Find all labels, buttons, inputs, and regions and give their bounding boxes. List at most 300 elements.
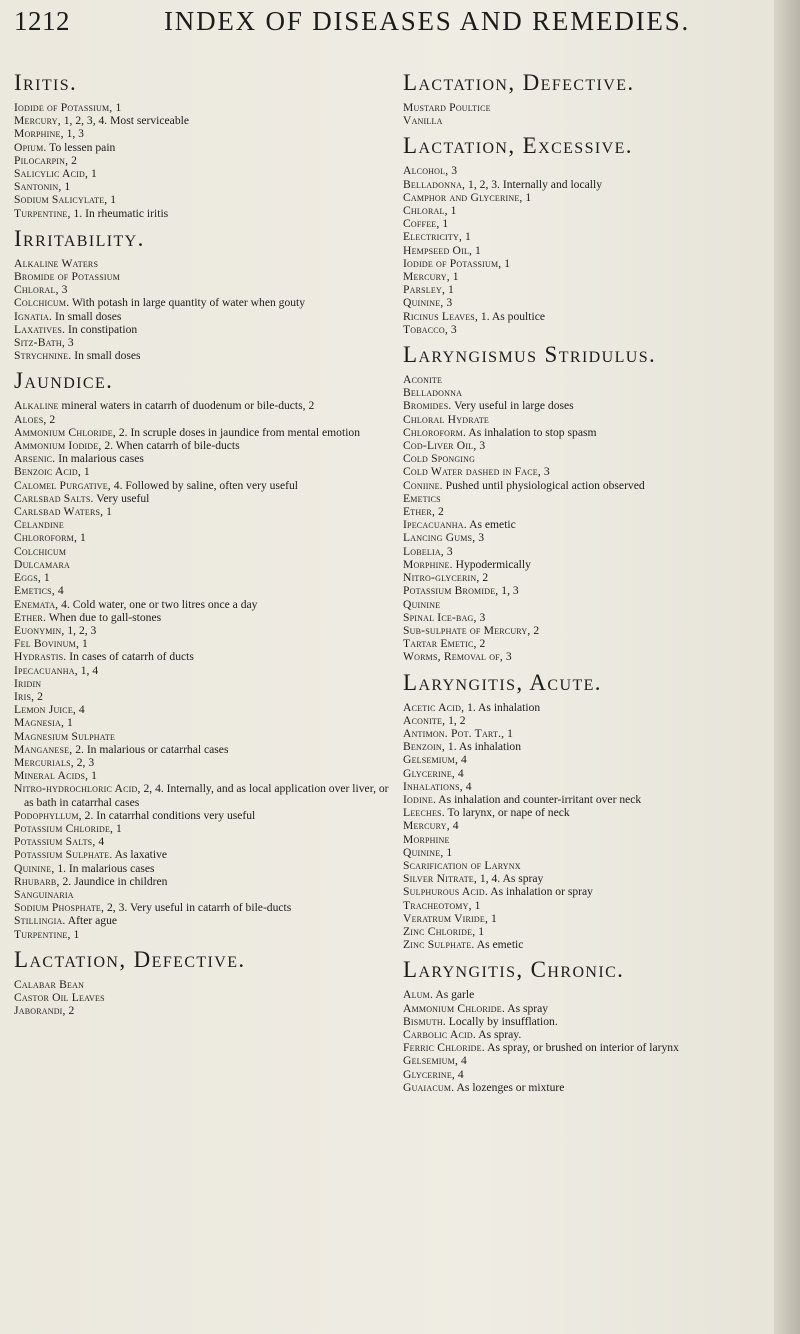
remedy-name: Pilocarpin, <box>14 153 69 167</box>
remedy-note: In small doses <box>71 349 141 363</box>
index-entry <box>403 740 776 753</box>
page-number: 1212 <box>14 6 70 36</box>
index-entry <box>14 782 397 808</box>
remedy-name: Aconite, <box>403 713 446 727</box>
index-section-laryngismus-stridulus <box>403 342 776 663</box>
remedy-name: Silver Nitrate, <box>403 872 477 886</box>
remedy-note: 3 <box>540 465 550 479</box>
index-entry <box>14 193 397 206</box>
index-entry <box>403 386 776 399</box>
index-section-irritability <box>14 226 397 363</box>
remedy-note: 3 <box>476 610 486 624</box>
remedy-name: Salicylic Acid, <box>14 167 89 181</box>
remedy-name: Antimon. Pot. Tart., <box>403 726 505 740</box>
remedy-name: Vanilla <box>403 114 443 128</box>
remedy-note: 1, 4. As spray <box>477 872 544 886</box>
remedy-note: 1. As inhalation <box>464 700 541 714</box>
remedy-note: In small doses <box>52 309 122 323</box>
index-entry <box>14 505 397 518</box>
remedy-note: 3 <box>64 336 74 350</box>
remedy-name: Bromides. <box>403 399 452 413</box>
remedy-note: 1. In rheumatic iritis <box>70 206 169 220</box>
index-entry <box>403 938 776 951</box>
remedy-name: Podophyllum, <box>14 808 82 822</box>
section-heading: Lactation, Defective. <box>14 946 246 972</box>
remedy-note: As emetic <box>466 518 516 532</box>
remedy-name: Ignatia. <box>14 309 53 323</box>
remedy-note: 1, 4 <box>77 663 99 677</box>
remedy-name: Inhalations, <box>403 779 463 793</box>
remedy-note: 2 <box>68 153 77 167</box>
remedy-name: Alkaline Waters <box>14 256 99 270</box>
remedy-note: 1 <box>445 283 454 297</box>
index-entry <box>14 690 397 703</box>
index-entry <box>403 204 776 217</box>
remedy-name: Cold Sponging <box>403 452 476 466</box>
remedy-note: 1 <box>107 193 117 207</box>
remedy-note: 1 <box>439 217 449 231</box>
remedy-note: Hypodermically <box>452 557 531 571</box>
remedy-name: Emetics, <box>14 584 55 598</box>
remedy-name: Celandine <box>14 518 64 532</box>
index-entry <box>14 439 397 452</box>
remedy-name: Benzoin, <box>403 740 446 754</box>
index-entry <box>403 650 776 663</box>
remedy-note: 1 <box>471 898 481 912</box>
index-entry <box>403 727 776 740</box>
index-entry <box>403 323 776 336</box>
index-entry <box>14 901 397 914</box>
remedy-note: 4 <box>449 819 459 833</box>
index-entry <box>403 714 776 727</box>
remedy-name: Lancing Gums, <box>403 531 476 545</box>
remedy-note: 1 <box>504 726 513 740</box>
remedy-name: Nitro-hydrochloric Acid, <box>14 782 141 796</box>
remedy-note: In constipation <box>65 322 138 336</box>
index-entry <box>14 207 397 220</box>
remedy-name: Guaiacum. <box>403 1080 455 1094</box>
remedy-note: 1, 2, 3 <box>64 623 97 637</box>
remedy-name: Ammonium Chloride, <box>14 425 116 439</box>
remedy-name: Alcohol, <box>403 164 449 178</box>
index-entry <box>403 257 776 270</box>
remedy-name: Quinine <box>403 597 441 611</box>
remedy-note: 1 <box>449 270 459 284</box>
section-heading: Jaundice. <box>14 368 114 394</box>
remedy-note: 2. When catarrh of bile-ducts <box>101 439 240 453</box>
remedy-name: Laxatives. <box>14 322 66 336</box>
remedy-name: Mercury, <box>403 819 450 833</box>
remedy-name: Jaborandi, <box>14 1004 66 1018</box>
remedy-note: As inhalation or spray <box>487 885 593 899</box>
remedy-note: As spray <box>504 1001 549 1015</box>
remedy-note: 4 <box>455 766 464 780</box>
remedy-note: 1 <box>475 924 484 938</box>
remedy-name: Gelsemium, <box>403 1054 459 1068</box>
remedy-note: 1 <box>501 256 511 270</box>
remedy-name: Hydrastis. <box>14 650 67 664</box>
index-entry <box>403 310 776 323</box>
index-entry <box>403 1015 776 1028</box>
remedy-name: Scarification of Larynx <box>403 858 521 872</box>
remedy-name: Sulphurous Acid. <box>403 885 488 899</box>
remedy-note: In cases of catarrh of ducts <box>66 650 194 664</box>
remedy-name: Mineral Acids, <box>14 769 89 783</box>
remedy-name: Chloral, <box>14 283 59 297</box>
remedy-name: Potassium Bromide, <box>403 584 499 598</box>
remedy-note: Pushed until physiological action observed <box>442 478 645 492</box>
index-entry <box>403 518 776 531</box>
remedy-name: Glycerine, <box>403 1067 456 1081</box>
index-entry <box>14 257 397 270</box>
remedy-name: Aconite <box>403 373 443 387</box>
remedy-note: 4 <box>455 1067 464 1081</box>
remedy-name: Bromide of Potassium <box>14 270 121 284</box>
remedy-name: Iodide of Potassium, <box>403 256 502 270</box>
remedy-name: Rhubarb, <box>14 874 60 888</box>
remedy-name: Tartar Emetic, <box>403 637 477 651</box>
remedy-name: Belladonna <box>403 386 463 400</box>
index-entry <box>14 835 397 848</box>
right-column <box>403 68 776 1100</box>
remedy-name: Alum. <box>403 988 434 1002</box>
index-section-laryngitis-acute <box>403 670 776 952</box>
index-entry <box>14 167 397 180</box>
remedy-name: Sodium Salicylate, <box>14 193 108 207</box>
remedy-note: 1 <box>61 180 71 194</box>
remedy-name: Colchicum. <box>14 296 70 310</box>
index-entry <box>403 885 776 898</box>
index-entry <box>14 875 397 888</box>
remedy-name: Calomel Purgative, <box>14 478 111 492</box>
remedy-name: Eggs, <box>14 571 41 585</box>
remedy-note: 4. Followed by saline, often very useful <box>110 478 298 492</box>
remedy-note: 1, 2, 3. Internally and locally <box>465 177 602 191</box>
remedy-name: Camphor and Glycerine, <box>403 190 523 204</box>
remedy-name: Acetic Acid, <box>403 700 465 714</box>
index-entry <box>403 899 776 912</box>
remedy-name: Emetics <box>403 491 441 505</box>
remedy-name: Calabar Bean <box>14 977 85 991</box>
index-section-lactation-defective <box>14 947 397 1018</box>
index-entry <box>14 862 397 875</box>
index-entry <box>403 1002 776 1015</box>
index-entry <box>14 769 397 782</box>
remedy-note: 2, 4. Internally, and as local application over liver, or as bath in catarrhal cases <box>24 782 389 809</box>
remedy-note: As garle <box>433 988 475 1002</box>
remedy-name: Veratrum Viride, <box>403 911 489 925</box>
remedy-name: Benzoic Acid, <box>14 465 81 479</box>
remedy-name: Chloral Hydrate <box>403 412 490 426</box>
remedy-name: Parsley, <box>403 283 446 297</box>
remedy-note: 2 <box>479 571 489 585</box>
section-heading: Irritability. <box>14 225 145 251</box>
remedy-note: 4 <box>458 1054 467 1068</box>
remedy-name: Castor Oil Leaves <box>14 990 105 1004</box>
remedy-name: Quinine, <box>14 861 55 875</box>
index-entry <box>14 991 397 1004</box>
index-entry <box>403 178 776 191</box>
remedy-name: Quinine, <box>403 845 444 859</box>
index-entry <box>403 701 776 714</box>
remedy-name: Coffee, <box>403 217 440 231</box>
index-section-laryngitis-chronic <box>403 957 776 1094</box>
remedy-note: 4 <box>76 703 85 717</box>
remedy-name: Fel Bovinum, <box>14 637 80 651</box>
index-entry <box>14 611 397 624</box>
index-entry <box>14 914 397 927</box>
remedy-note: 2, 3. Very useful in catarrh of bile-ducts <box>104 901 292 915</box>
section-heading: Lactation, Defective. <box>403 70 635 95</box>
remedy-note: Very useful <box>93 491 150 505</box>
remedy-name: Morphine <box>403 832 450 846</box>
index-entry <box>403 1068 776 1081</box>
index-entry <box>14 114 397 127</box>
remedy-name: Iodine. <box>403 792 437 806</box>
index-entry <box>403 780 776 793</box>
remedy-note: 2. In malarious or catarrhal cases <box>72 742 229 756</box>
remedy-name: Cod-Liver Oil, <box>403 439 477 453</box>
remedy-name: Carbolic Acid. <box>403 1027 476 1041</box>
index-entry <box>403 753 776 766</box>
remedy-name: Ipecacuanha, <box>14 663 78 677</box>
index-entry <box>403 584 776 597</box>
remedy-note: As spray. <box>475 1027 522 1041</box>
remedy-name: Ferric Chloride. <box>403 1041 485 1055</box>
remedy-note: 2 <box>530 623 540 637</box>
remedy-name: Carlsbad Waters, <box>14 505 104 519</box>
remedy-note: 1 <box>443 845 453 859</box>
index-entry <box>14 465 397 478</box>
remedy-name: Euonymin, <box>14 623 65 637</box>
index-entry <box>403 767 776 780</box>
index-entry <box>14 545 397 558</box>
index-entry <box>403 114 776 127</box>
index-entry <box>14 978 397 991</box>
index-entry <box>403 819 776 832</box>
remedy-note: As inhalation to stop spasm <box>466 425 597 439</box>
index-entry <box>14 584 397 597</box>
index-entry <box>14 637 397 650</box>
remedy-note: 1 <box>70 927 80 941</box>
remedy-note: 1, 3 <box>63 127 84 141</box>
remedy-note: 1, 3 <box>498 584 519 598</box>
remedy-name: Sanguinaria <box>14 887 74 901</box>
remedy-name: Arsenic. <box>14 452 56 466</box>
remedy-note: mineral waters in catarrh of duodenum or bile-ducts, 2 <box>58 399 315 413</box>
index-entry <box>14 756 397 769</box>
index-entry <box>14 598 397 611</box>
remedy-name: Magnesia, <box>14 716 65 730</box>
index-entry <box>403 217 776 230</box>
index-entry <box>403 1028 776 1041</box>
remedy-note: 3 <box>448 164 458 178</box>
remedy-note: As spray, or brushed on interior of larynx <box>484 1041 679 1055</box>
index-entry <box>14 141 397 154</box>
remedy-note: When due to gall-stones <box>46 610 162 624</box>
remedy-note: 1 <box>462 230 471 244</box>
index-entry <box>403 531 776 544</box>
index-section-lactation-excessive <box>403 133 776 336</box>
remedy-name: Spinal Ice-bag, <box>403 610 477 624</box>
remedy-name: Chloroform, <box>14 531 78 545</box>
index-entry <box>14 336 397 349</box>
index-entry <box>403 452 776 465</box>
index-entry <box>403 624 776 637</box>
remedy-note: As emetic <box>474 938 524 952</box>
index-entry <box>403 164 776 177</box>
remedy-name: Ether, <box>403 505 436 519</box>
remedy-note: 1 <box>103 505 112 519</box>
remedy-note: 3 <box>443 544 453 558</box>
remedy-note: 1. In malarious cases <box>54 861 155 875</box>
index-entry <box>14 413 397 426</box>
index-entry <box>14 101 397 114</box>
remedy-name: Turpentine, <box>14 927 71 941</box>
index-section-jaundice <box>14 368 397 940</box>
remedy-name: Ammonium Iodide, <box>14 439 102 453</box>
remedy-name: Chloral, <box>403 204 448 218</box>
index-entry <box>14 518 397 531</box>
index-entry <box>14 323 397 336</box>
remedy-note: 2 <box>34 689 43 703</box>
remedy-note: 4 <box>54 584 64 598</box>
index-entry <box>14 154 397 167</box>
remedy-note: 4 <box>462 779 472 793</box>
remedy-note: 3 <box>502 650 512 664</box>
index-entry <box>403 439 776 452</box>
remedy-name: Mercurials, <box>14 755 74 769</box>
remedy-name: Tobacco, <box>403 322 448 336</box>
remedy-note: 1 <box>79 637 88 651</box>
index-section-lactation-defective <box>403 70 776 127</box>
remedy-note: 3 <box>447 322 457 336</box>
remedy-name: Ricinus Leaves, <box>403 309 479 323</box>
remedy-name: Coniine. <box>403 478 443 492</box>
remedy-name: Bismuth. <box>403 1014 446 1028</box>
remedy-note: 1 <box>64 716 73 730</box>
index-entry <box>14 180 397 193</box>
page-header <box>14 6 774 58</box>
remedy-name: Gelsemium, <box>403 753 459 767</box>
remedy-note: 1 <box>113 821 122 835</box>
index-entry <box>403 465 776 478</box>
remedy-name: Manganese, <box>14 742 73 756</box>
index-entry <box>14 452 397 465</box>
index-section-iritis <box>14 70 397 220</box>
remedy-name: Quinine, <box>403 296 444 310</box>
remedy-name: Lobelia, <box>403 544 444 558</box>
remedy-note: 1. As poultice <box>478 309 546 323</box>
remedy-name: Leeches. <box>403 806 445 820</box>
remedy-note: 1 <box>447 204 457 218</box>
remedy-name: Sitz-Bath, <box>14 336 65 350</box>
section-heading: Laryngitis, Acute. <box>403 669 602 695</box>
remedy-note: 2 <box>46 412 56 426</box>
index-entry <box>403 270 776 283</box>
index-entry <box>403 872 776 885</box>
remedy-note: Very useful in large doses <box>451 399 574 413</box>
remedy-note: 2. In scruple doses in jaundice from mental emotion <box>115 425 361 439</box>
index-entry <box>14 743 397 756</box>
index-entry <box>403 833 776 846</box>
remedy-name: Hempseed Oil, <box>403 243 473 257</box>
remedy-name: Mustard Poultice <box>403 101 491 114</box>
index-entry <box>403 859 776 872</box>
remedy-note: 1 <box>80 465 90 479</box>
index-entry <box>14 399 397 412</box>
index-entry <box>14 492 397 505</box>
index-entry <box>403 101 776 114</box>
remedy-name: Iris, <box>14 689 35 703</box>
index-entry <box>14 716 397 729</box>
remedy-name: Opium. <box>14 140 47 154</box>
index-entry <box>403 806 776 819</box>
remedy-note: 1 <box>472 243 481 257</box>
remedy-name: Enemata, <box>14 597 59 611</box>
remedy-name: Ammonium Chloride. <box>403 1001 505 1015</box>
index-entry <box>14 664 397 677</box>
index-entry <box>403 912 776 925</box>
section-heading: Lactation, Excessive. <box>403 133 633 159</box>
index-entry <box>403 479 776 492</box>
index-entry <box>403 611 776 624</box>
index-entry <box>403 244 776 257</box>
running-title: INDEX OF DISEASES AND REMEDIES. <box>164 6 691 36</box>
index-entry <box>14 349 397 362</box>
index-entry <box>14 624 397 637</box>
index-entry <box>403 492 776 505</box>
remedy-note: 2. In catarrhal conditions very useful <box>81 808 256 822</box>
index-entry <box>14 730 397 743</box>
remedy-name: Zinc Chloride, <box>403 924 476 938</box>
section-heading: Laryngitis, Chronic. <box>403 957 625 983</box>
remedy-note: 3 <box>475 531 485 545</box>
index-entry <box>14 1004 397 1017</box>
remedy-name: Santonin, <box>14 180 62 194</box>
remedy-note: 4 <box>458 753 467 767</box>
index-entry <box>14 531 397 544</box>
section-heading: Laryngismus Stridulus. <box>403 342 657 368</box>
index-entry <box>14 479 397 492</box>
index-entry <box>403 399 776 412</box>
remedy-note: In malarious cases <box>55 452 144 466</box>
remedy-name: Mercury, <box>14 114 61 128</box>
remedy-note: 1 <box>88 769 97 783</box>
index-entry <box>403 1054 776 1067</box>
remedy-name: Iodide of Potassium, 1 <box>14 101 122 114</box>
remedy-name: Electricity, <box>403 230 463 244</box>
remedy-name: Glycerine, <box>403 766 456 780</box>
remedy-name: Nitro-glycerin, <box>403 571 480 585</box>
remedy-name: Aloes, <box>14 412 47 426</box>
remedy-note: 3 <box>58 283 68 297</box>
remedy-note: 2 <box>476 637 486 651</box>
remedy-name: Turpentine, <box>14 206 71 220</box>
index-entry <box>14 928 397 941</box>
remedy-name: Potassium Sulphate. <box>14 848 113 862</box>
left-column <box>14 68 397 1023</box>
remedy-note: 1 <box>40 571 50 585</box>
remedy-name: Sub-sulphate of Mercury, <box>403 623 531 637</box>
remedy-name: Carlsbad Salts. <box>14 491 94 505</box>
remedy-note: 1 <box>522 190 532 204</box>
index-entry <box>14 677 397 690</box>
remedy-name: Cold Water dashed in Face, <box>403 465 541 479</box>
remedy-name: Belladonna, <box>403 177 466 191</box>
index-entry <box>14 296 397 309</box>
index-entry <box>403 988 776 1001</box>
